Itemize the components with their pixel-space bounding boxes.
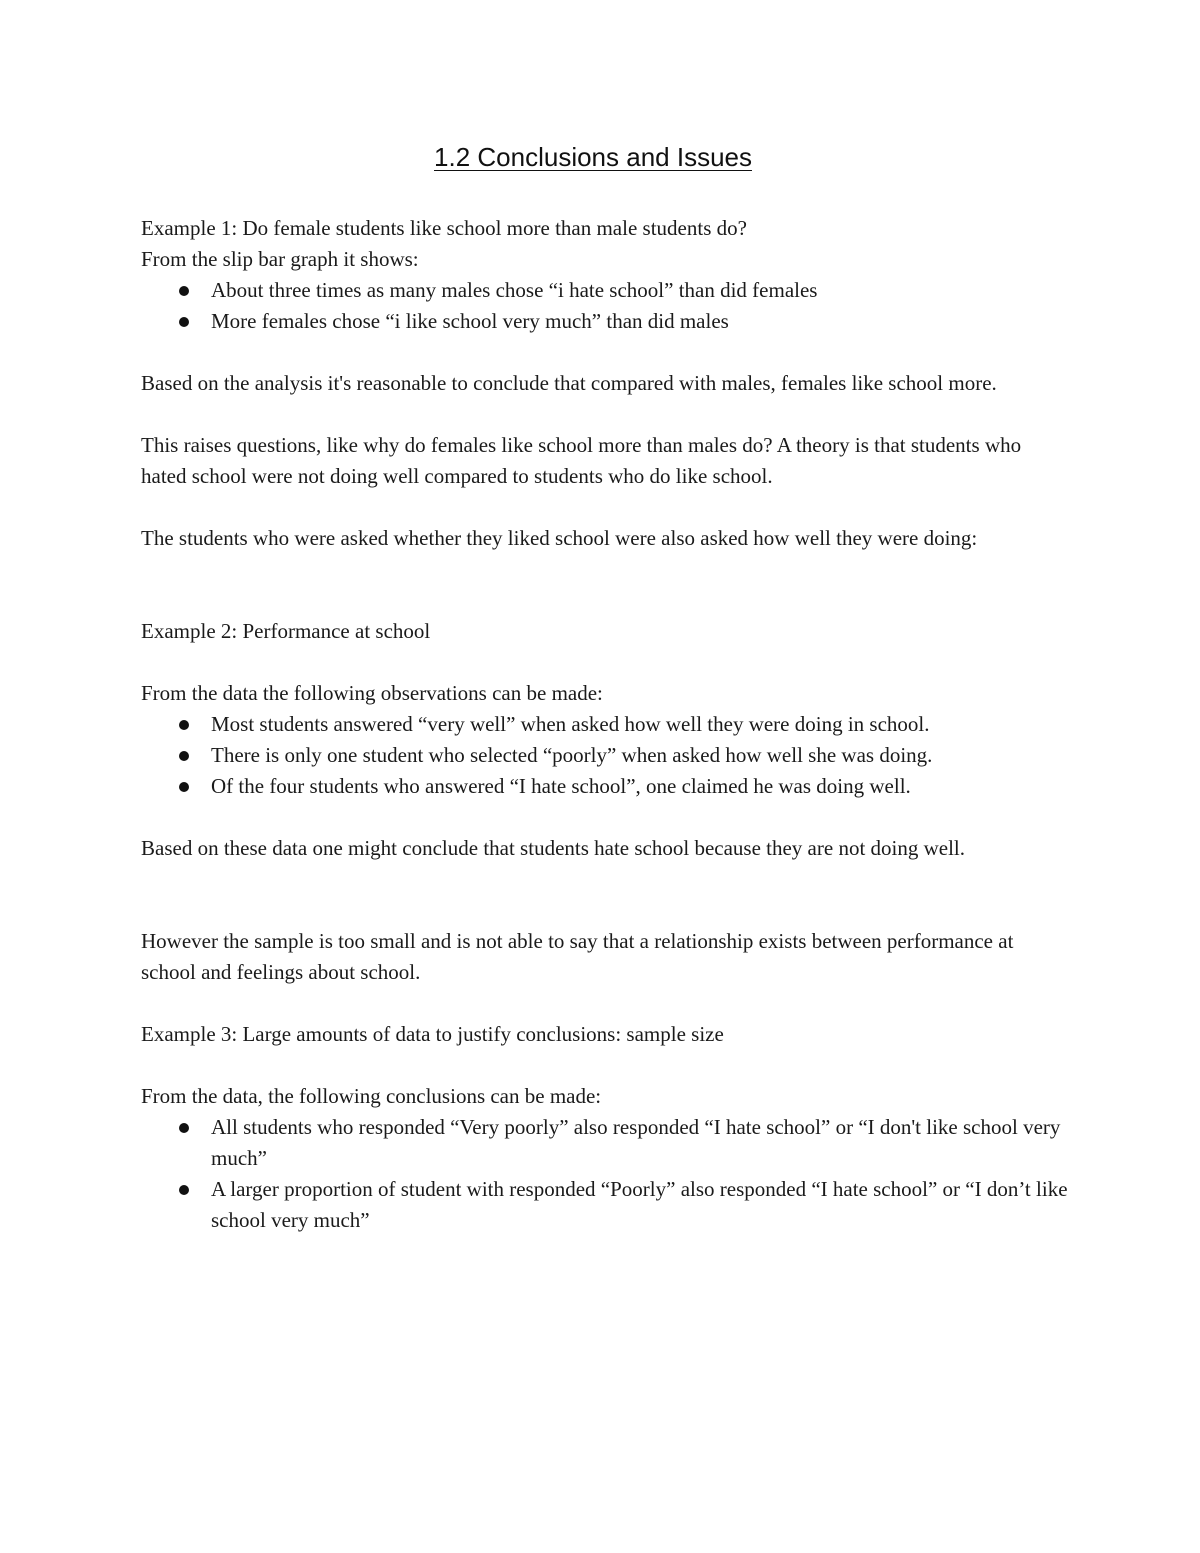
document-body [141, 213, 1071, 1236]
example-3-bullet-list [141, 1112, 1071, 1236]
example-1-questions: This raises questions, like why do females like school more than males do? A theory is that students who hated school were not doing well compared to students who do like school. [141, 433, 1022, 488]
list-item [141, 771, 1071, 802]
bullet-text: There is only one student who selected “poorly” when asked how well she was doing. [211, 743, 933, 767]
bullet-text: A larger proportion of student with responded “Poorly” also responded “I hate school” or “I don’t like school very much” [211, 1177, 1068, 1232]
bullet-icon [179, 782, 189, 792]
example-1-followup: The students who were asked whether they liked school were also asked how well they were doing: [141, 526, 978, 550]
list-item [141, 709, 1071, 740]
list-item [141, 1112, 1071, 1174]
list-item [141, 306, 1071, 337]
example-2-heading: Example 2: Performance at school [141, 619, 431, 643]
example-1-conclusion: Based on the analysis it's reasonable to conclude that compared with males, females like school more. [141, 371, 997, 395]
bullet-text: About three times as many males chose “i hate school” than did females [211, 278, 818, 302]
example-3-heading: Example 3: Large amounts of data to justify conclusions: sample size [141, 1022, 724, 1046]
example-2-intro: From the data the following observations can be made: [141, 681, 603, 705]
bullet-icon [179, 1185, 189, 1195]
list-item [141, 1174, 1071, 1236]
example-3-intro: From the data, the following conclusions can be made: [141, 1084, 602, 1108]
bullet-text: All students who responded “Very poorly” also responded “I hate school” or “I don't like school very much” [211, 1115, 1061, 1170]
list-item [141, 275, 1071, 306]
bullet-icon [179, 1123, 189, 1133]
bullet-icon [179, 751, 189, 761]
bullet-icon [179, 317, 189, 327]
bullet-icon [179, 286, 189, 296]
example-2-caveat: However the sample is too small and is not able to say that a relationship exists between performance at school and feelings about school. [141, 929, 1014, 984]
example-2-bullet-list [141, 709, 1071, 802]
document-title: 1.2 Conclusions and Issues [434, 142, 752, 172]
example-1-intro: From the slip bar graph it shows: [141, 247, 419, 271]
list-item [141, 740, 1071, 771]
example-2-conclusion: Based on these data one might conclude that students hate school because they are not doing well. [141, 836, 966, 860]
bullet-text: Of the four students who answered “I hate school”, one claimed he was doing well. [211, 774, 911, 798]
bullet-text: More females chose “i like school very much” than did males [211, 309, 729, 333]
example-1-bullet-list [141, 275, 1071, 337]
bullet-text: Most students answered “very well” when asked how well they were doing in school. [211, 712, 930, 736]
example-1-heading: Example 1: Do female students like school more than male students do? [141, 216, 747, 240]
bullet-icon [179, 720, 189, 730]
